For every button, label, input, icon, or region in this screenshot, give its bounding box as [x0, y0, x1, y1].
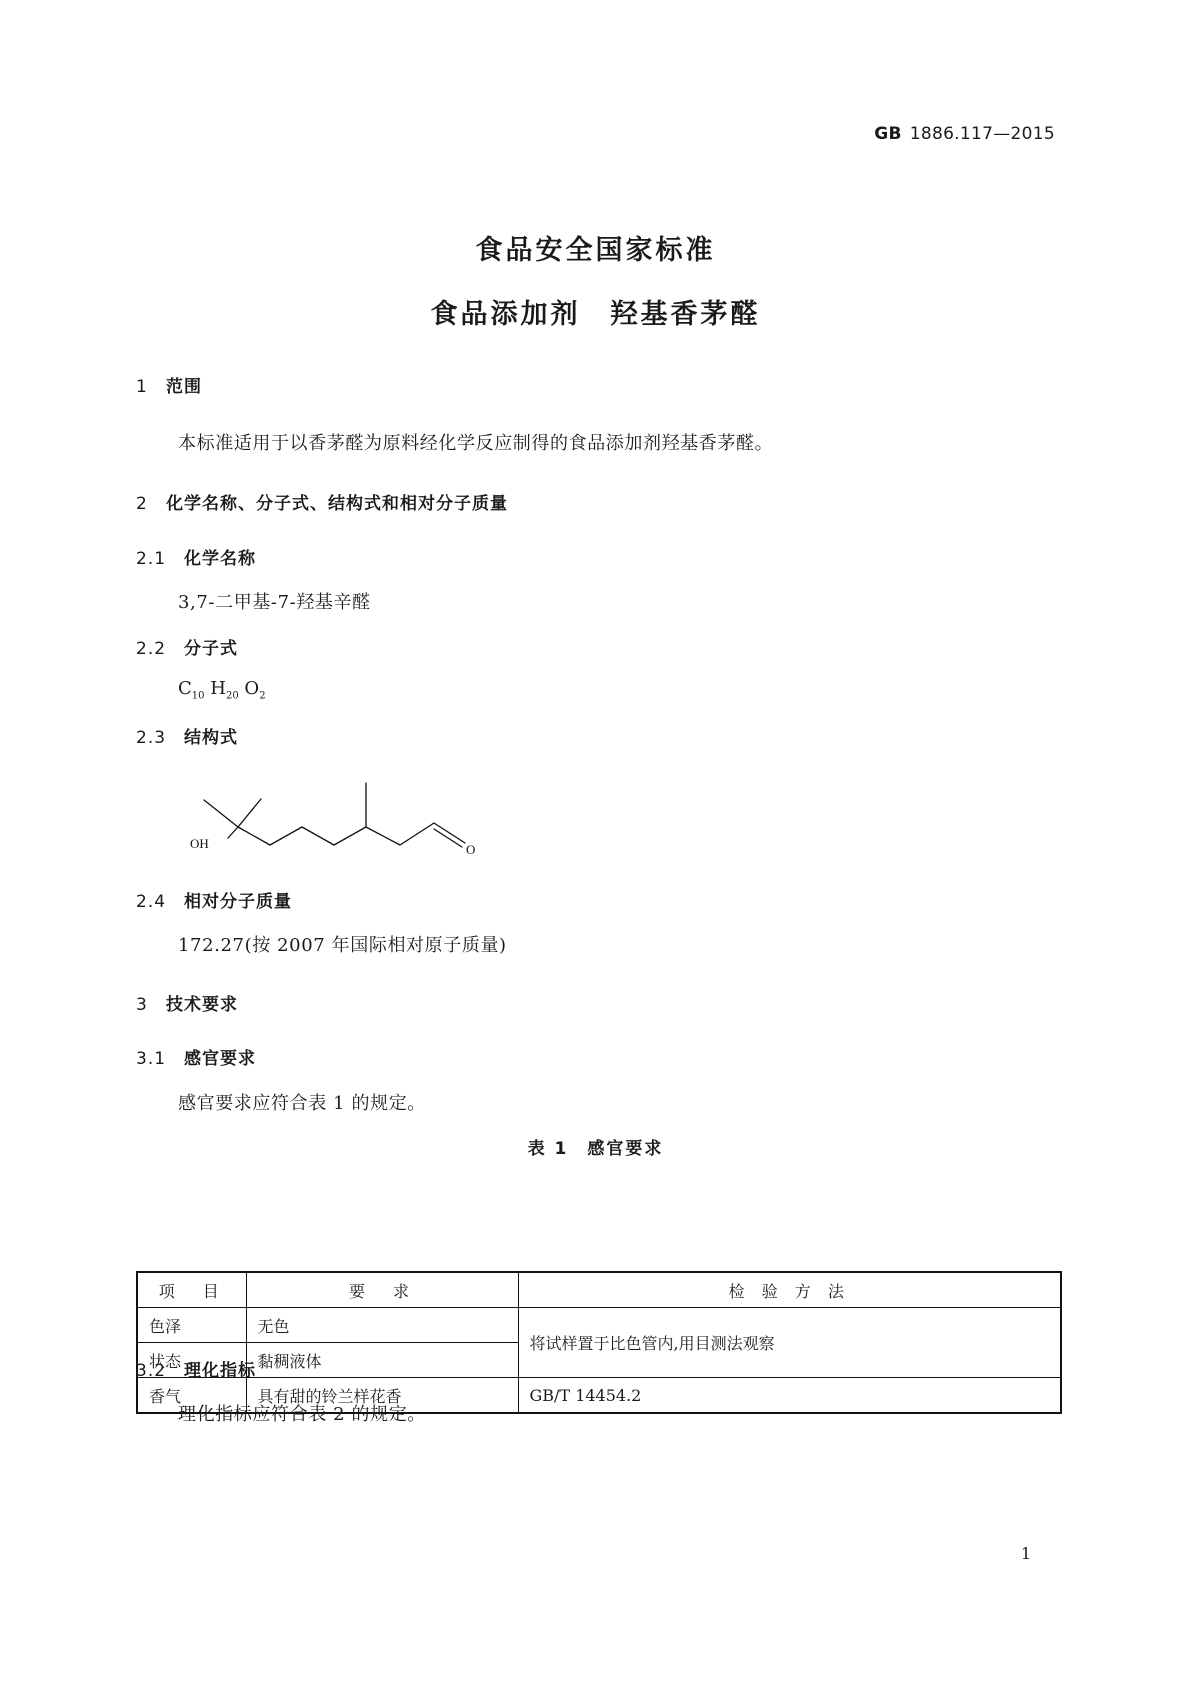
section-title: 感官要求 — [184, 1049, 256, 1069]
bond-chain-4 — [334, 827, 366, 845]
section-title: 相对分子质量 — [184, 892, 292, 912]
section-title: 技术要求 — [166, 995, 238, 1015]
label-o: O — [466, 842, 476, 857]
section-number: 3.2 — [136, 1361, 167, 1381]
label-oh: OH — [190, 836, 209, 851]
section-3-2-text: 理化指标应符合表 2 的规定。 — [178, 1404, 426, 1425]
element-c: C — [178, 678, 192, 699]
section-3-heading — [136, 990, 238, 1015]
section-title: 结构式 — [184, 728, 238, 748]
section-3-1-heading — [136, 1044, 256, 1069]
section-3-2-heading — [136, 1356, 256, 1381]
section-title: 化学名称、分子式、结构式和相对分子质量 — [166, 494, 508, 514]
section-title: 分子式 — [184, 639, 238, 659]
section-number: 3 — [136, 995, 148, 1015]
cell-requirement: 具有甜的铃兰样花香 — [246, 1378, 518, 1414]
section-number: 1 — [136, 377, 148, 397]
cell-requirement: 无色 — [246, 1308, 518, 1343]
cell-item: 色泽 — [137, 1308, 246, 1343]
section-2-1-heading — [136, 544, 256, 569]
header-method: 检 验 方 法 — [518, 1272, 1061, 1308]
section-2-4-heading — [136, 887, 292, 912]
section-number: 2 — [136, 494, 148, 514]
section-number: 2.2 — [136, 639, 167, 659]
table-row — [137, 1308, 1061, 1343]
section-title: 范围 — [166, 377, 202, 397]
table-1-caption: 表 1 感官要求 — [527, 1139, 664, 1159]
bond-chain-2 — [270, 827, 302, 845]
cell-requirement: 黏稠液体 — [246, 1343, 518, 1378]
cell-method: GB/T 14454.2 — [518, 1378, 1061, 1414]
bond-chain-3 — [302, 827, 334, 845]
bond-oh — [228, 827, 238, 838]
section-1-heading — [136, 372, 202, 397]
bond-chain-5 — [366, 827, 400, 845]
bond-chain-6 — [400, 823, 434, 845]
subscript-h: 20 — [225, 690, 239, 702]
section-2-2-heading — [136, 634, 238, 659]
section-number: 3.1 — [136, 1049, 167, 1069]
standard-code — [874, 124, 1055, 144]
section-2-heading — [136, 489, 508, 514]
section-1-text: 本标准适用于以香茅醛为原料经化学反应制得的食品添加剂羟基香茅醛。 — [178, 433, 774, 454]
subscript-c: 10 — [191, 690, 205, 702]
section-title: 化学名称 — [184, 549, 256, 569]
molecular-formula — [178, 678, 266, 702]
cell-item: 状态 — [137, 1343, 246, 1378]
section-2-3-heading — [136, 723, 238, 748]
sensory-requirements-table — [136, 1271, 1062, 1414]
bond-chain-1 — [238, 827, 270, 845]
cell-method: 将试样置于比色管内,用目测法观察 — [518, 1308, 1061, 1378]
page-number: 1 — [1020, 1544, 1031, 1563]
bond-carbonyl-1 — [434, 823, 465, 843]
section-number: 2.4 — [136, 892, 167, 912]
structural-formula — [190, 780, 530, 875]
subscript-o: 2 — [259, 690, 266, 702]
standard-number: 1886.117—2015 — [909, 124, 1055, 144]
section-number: 2.1 — [136, 549, 167, 569]
section-3-1-text: 感官要求应符合表 1 的规定。 — [178, 1093, 426, 1114]
header-requirement: 要 求 — [246, 1272, 518, 1308]
molecular-mass: 172.27(按 2007 年国际相对原子质量) — [178, 935, 507, 956]
document-title: 食品安全国家标准 — [475, 235, 716, 266]
table-header-row — [137, 1272, 1061, 1308]
standard-prefix: GB — [874, 124, 902, 144]
element-h: H — [210, 678, 226, 699]
section-title: 理化指标 — [184, 1361, 256, 1381]
header-item: 项 目 — [137, 1272, 246, 1308]
element-o: O — [244, 678, 260, 699]
document-subtitle: 食品添加剂 羟基香茅醛 — [430, 299, 761, 330]
bond-methyl-b — [238, 799, 261, 827]
chemical-name: 3,7-二甲基-7-羟基辛醛 — [178, 592, 371, 613]
section-number: 2.3 — [136, 728, 167, 748]
bond-methyl-a — [204, 800, 238, 827]
cell-item: 香气 — [137, 1378, 246, 1414]
